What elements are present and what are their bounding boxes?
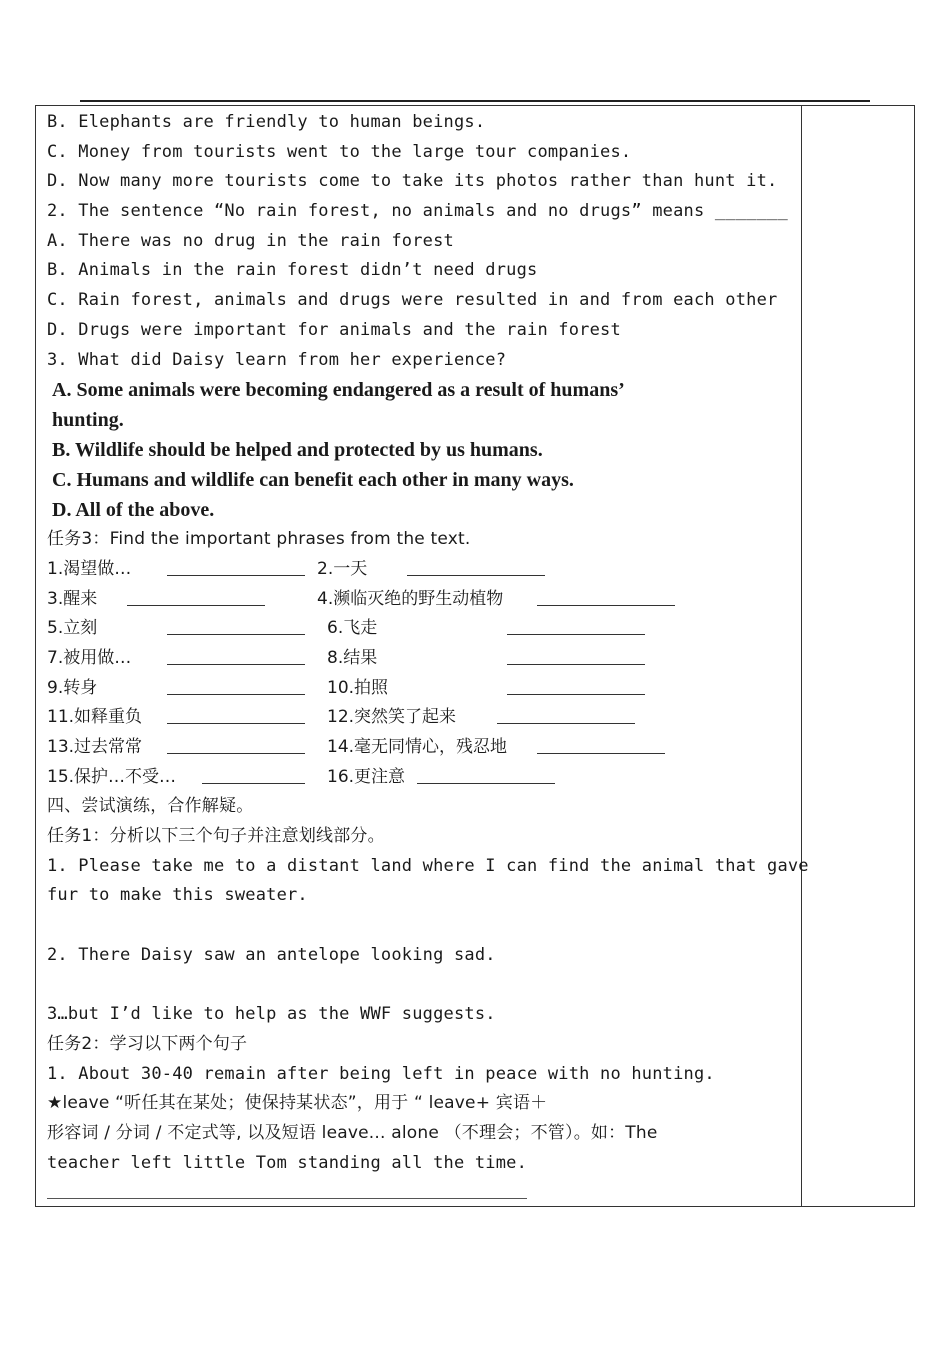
q3-option-a-cont: hunting. — [52, 409, 124, 432]
q2-option-a: A. There was no drug in the rain forest — [47, 230, 454, 251]
q2-option-b: B. Animals in the rain forest didn’t need drugs — [47, 260, 538, 281]
phrase-1: 1.渴望做… — [47, 558, 132, 579]
q2-option-d: D. Drugs were important for animals and the rain forest — [47, 319, 621, 340]
q3-question: 3. What did Daisy learn from her experience? — [47, 349, 507, 370]
phrase-14: 14.毫无同情心，残忍地 — [327, 737, 508, 757]
task1-sentence-3: 3…but I’d like to help as the WWF suggests. — [47, 1004, 496, 1025]
q2-question: 2. The sentence “No rain forest, no animals and no drugs” means _______ — [47, 201, 788, 222]
phrase-7: 7.被用做… — [47, 647, 132, 668]
phrase-blank[interactable] — [507, 644, 645, 676]
phrase-row — [47, 733, 792, 763]
phrase-row — [47, 644, 792, 674]
phrase-blank[interactable] — [167, 644, 305, 676]
phrase-row — [47, 763, 792, 793]
task1-sentence-2: 2. There Daisy saw an antelope looking sad. — [47, 944, 496, 965]
worksheet-content — [47, 108, 809, 1178]
q1-option-d: D. Now many more tourists come to take its photos rather than hunt it. — [47, 171, 778, 192]
leave-example: teacher left little Tom standing all the time. — [47, 1152, 528, 1173]
phrase-row — [47, 555, 792, 585]
leave-note-cont: 形容词 / 分词 / 不定式等, 以及短语 leave... alone （不理会；不管）。如：The — [47, 1122, 658, 1143]
spacer — [47, 971, 792, 1001]
phrase-blank[interactable] — [497, 703, 635, 735]
phrase-10: 10.拍照 — [327, 677, 389, 698]
phrase-4: 4.濒临灭绝的野生动植物 — [317, 588, 504, 609]
phrase-row — [47, 703, 792, 733]
phrase-blank[interactable] — [167, 614, 305, 646]
phrase-blank[interactable] — [127, 585, 265, 617]
q3-option-d: D. All of the above. — [52, 499, 215, 522]
q3-options — [47, 375, 792, 525]
phrase-blank[interactable] — [202, 763, 305, 795]
phrase-blank[interactable] — [167, 703, 305, 735]
phrase-11: 11.如释重负 — [47, 707, 143, 728]
phrase-12: 12.突然笑了起来 — [327, 707, 457, 728]
phrase-blank[interactable] — [537, 733, 665, 765]
phrase-blank[interactable] — [507, 614, 645, 646]
phrase-row — [47, 674, 792, 704]
q3-option-b: B. Wildlife should be helped and protected by us humans. — [52, 439, 543, 462]
phrase-2: 2.一天 — [317, 558, 368, 579]
task3-title: 任务3：Find the important phrases from the text. — [47, 529, 471, 550]
phrase-16: 16.更注意 — [327, 766, 406, 787]
q2-option-c: C. Rain forest, animals and drugs were resulted in and from each other — [47, 290, 778, 311]
q3-option-c: C. Humans and wildlife can benefit each other in many ways. — [52, 469, 574, 492]
task2-sentence-1: 1. About 30-40 remain after being left in peace with no hunting. — [47, 1063, 715, 1084]
table-column-divider — [801, 105, 802, 1206]
phrase-9: 9.转身 — [47, 677, 98, 698]
phrase-13: 13.过去常常 — [47, 737, 143, 757]
section4-title: 四、尝试演练，合作解疑。 — [47, 796, 254, 817]
q1-option-b: B. Elephants are friendly to human beings. — [47, 112, 486, 132]
task2-title: 任务2：学习以下两个句子 — [47, 1033, 248, 1054]
phrase-blank[interactable] — [507, 674, 645, 706]
task1-sentence-1-cont: fur to make this sweater. — [47, 885, 308, 906]
task1-title: 任务1：分析以下三个句子并注意划线部分。 — [47, 826, 385, 847]
spacer — [47, 911, 792, 941]
header-rule — [80, 100, 870, 102]
phrase-row — [47, 614, 792, 644]
phrase-blank[interactable] — [417, 763, 555, 795]
task1-sentence-1: 1. Please take me to a distant land where I can find the animal that gave — [47, 855, 809, 876]
phrase-3: 3.醒来 — [47, 588, 98, 609]
phrase-8: 8.结果 — [327, 647, 378, 668]
phrase-blank[interactable] — [167, 674, 305, 706]
phrase-blank[interactable] — [167, 555, 305, 587]
phrase-blank[interactable] — [537, 585, 675, 617]
phrase-5: 5.立刻 — [47, 618, 98, 639]
answer-line[interactable] — [47, 1198, 527, 1199]
leave-note: ★leave “听任其在某处；使保持某状态”，用于 “ leave+ 宾语＋ — [47, 1093, 548, 1114]
q1-option-c: C. Money from tourists went to the large tour companies. — [47, 141, 632, 162]
phrase-row — [47, 585, 792, 615]
q3-option-a: A. Some animals were becoming endangered as a result of humans’ — [52, 379, 625, 402]
phrase-15: 15.保护…不受… — [47, 766, 177, 787]
phrase-6: 6.飞走 — [327, 618, 378, 639]
phrase-blank[interactable] — [167, 733, 305, 765]
phrase-blank[interactable] — [407, 555, 545, 587]
